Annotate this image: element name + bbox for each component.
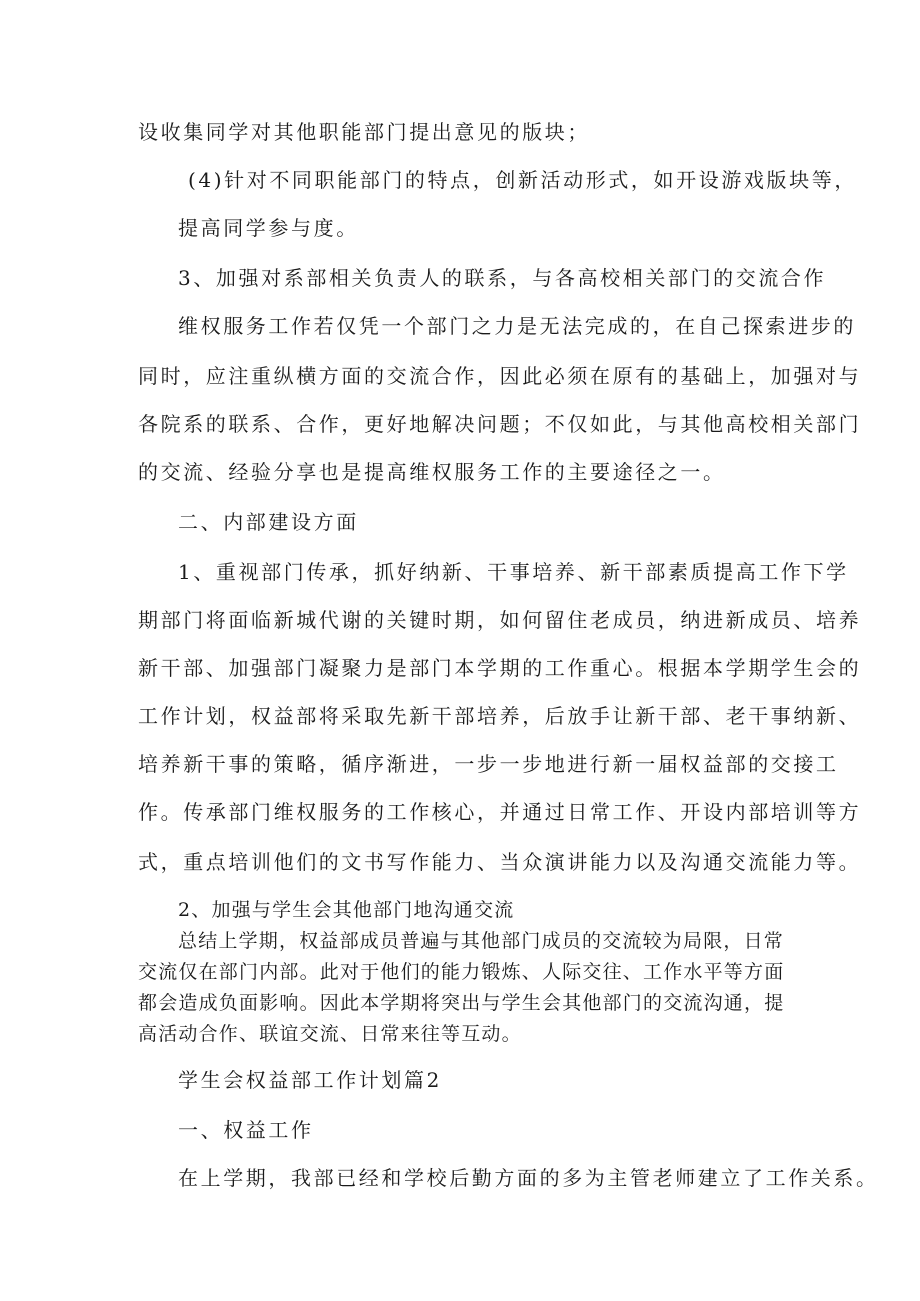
text-line-18: 总结上学期，权益部成员普遍与其他部门成员的交流较为局限，日常 (178, 930, 785, 952)
text-line-13: 工作计划，权益部将采取先新干部培养，后放手让新干部、老干事纳新、 (138, 704, 862, 728)
section-heading-1: 一、权益工作 (178, 1118, 314, 1142)
text-line-6: 同时，应注重纵横方面的交流合作，因此必须在原有的基础上，加强对与 (138, 364, 862, 388)
text-line-21: 高活动合作、联谊交流、日常来往等互动。 (138, 1023, 522, 1045)
text-line-11: 期部门将面临新城代谢的关键时期，如何留住老成员，纳进新成员、培养 (138, 608, 862, 632)
text-line-24: 在上学期，我部已经和学校后勤方面的多为主管老师建立了工作关系。 (178, 1166, 879, 1190)
text-line-1: 设收集同学对其他职能部门提出意见的版块； (138, 120, 590, 144)
text-line-5: 维权服务工作若仅凭一个部门之力是无法完成的，在自己探索进步的 (178, 314, 856, 338)
text-line-20: 都会造成负面影响。因此本学期将突出与学生会其他部门的交流沟通，提 (138, 992, 785, 1014)
text-line-15: 作。传承部门维权服务的工作核心，并通过日常工作、开设内部培训等方 (138, 800, 862, 824)
text-line-16: 式，重点培训他们的文书写作能力、当众演讲能力以及沟通交流能力等。 (138, 850, 862, 874)
text-line-3: 提高同学参与度。 (178, 216, 359, 240)
text-line-8: 的交流、经验分享也是提高维权服务工作的主要途径之一。 (138, 460, 726, 484)
text-line-7: 各院系的联系、合作，更好地解决问题；不仅如此，与其他高校相关部门 (138, 412, 862, 436)
text-line-10: 1、重视部门传承，抓好纳新、干事培养、新干部素质提高工作下学 (178, 560, 849, 584)
text-line-12: 新干部、加强部门凝聚力是部门本学期的工作重心。根据本学期学生会的 (138, 656, 862, 680)
section-heading-3: 3、加强对系部相关负责人的联系，与各高校相关部门的交流合作 (178, 266, 827, 290)
text-line-14: 培养新干事的策略，循序渐进，一步一步地进行新一届权益部的交接工 (138, 752, 839, 776)
section-heading-2-comm: 2、加强与学生会其他部门地沟通交流 (178, 899, 515, 921)
text-line-2: (4)针对不同职能部门的特点，创新活动形式，如开设游戏版块等， (188, 168, 857, 192)
article-title: 学生会权益部工作计划篇2 (178, 1068, 442, 1092)
text-line-19: 交流仅在部门内部。此对于他们的能力锻炼、人际交往、工作水平等方面 (138, 961, 785, 983)
section-heading-2: 二、内部建设方面 (178, 510, 359, 534)
